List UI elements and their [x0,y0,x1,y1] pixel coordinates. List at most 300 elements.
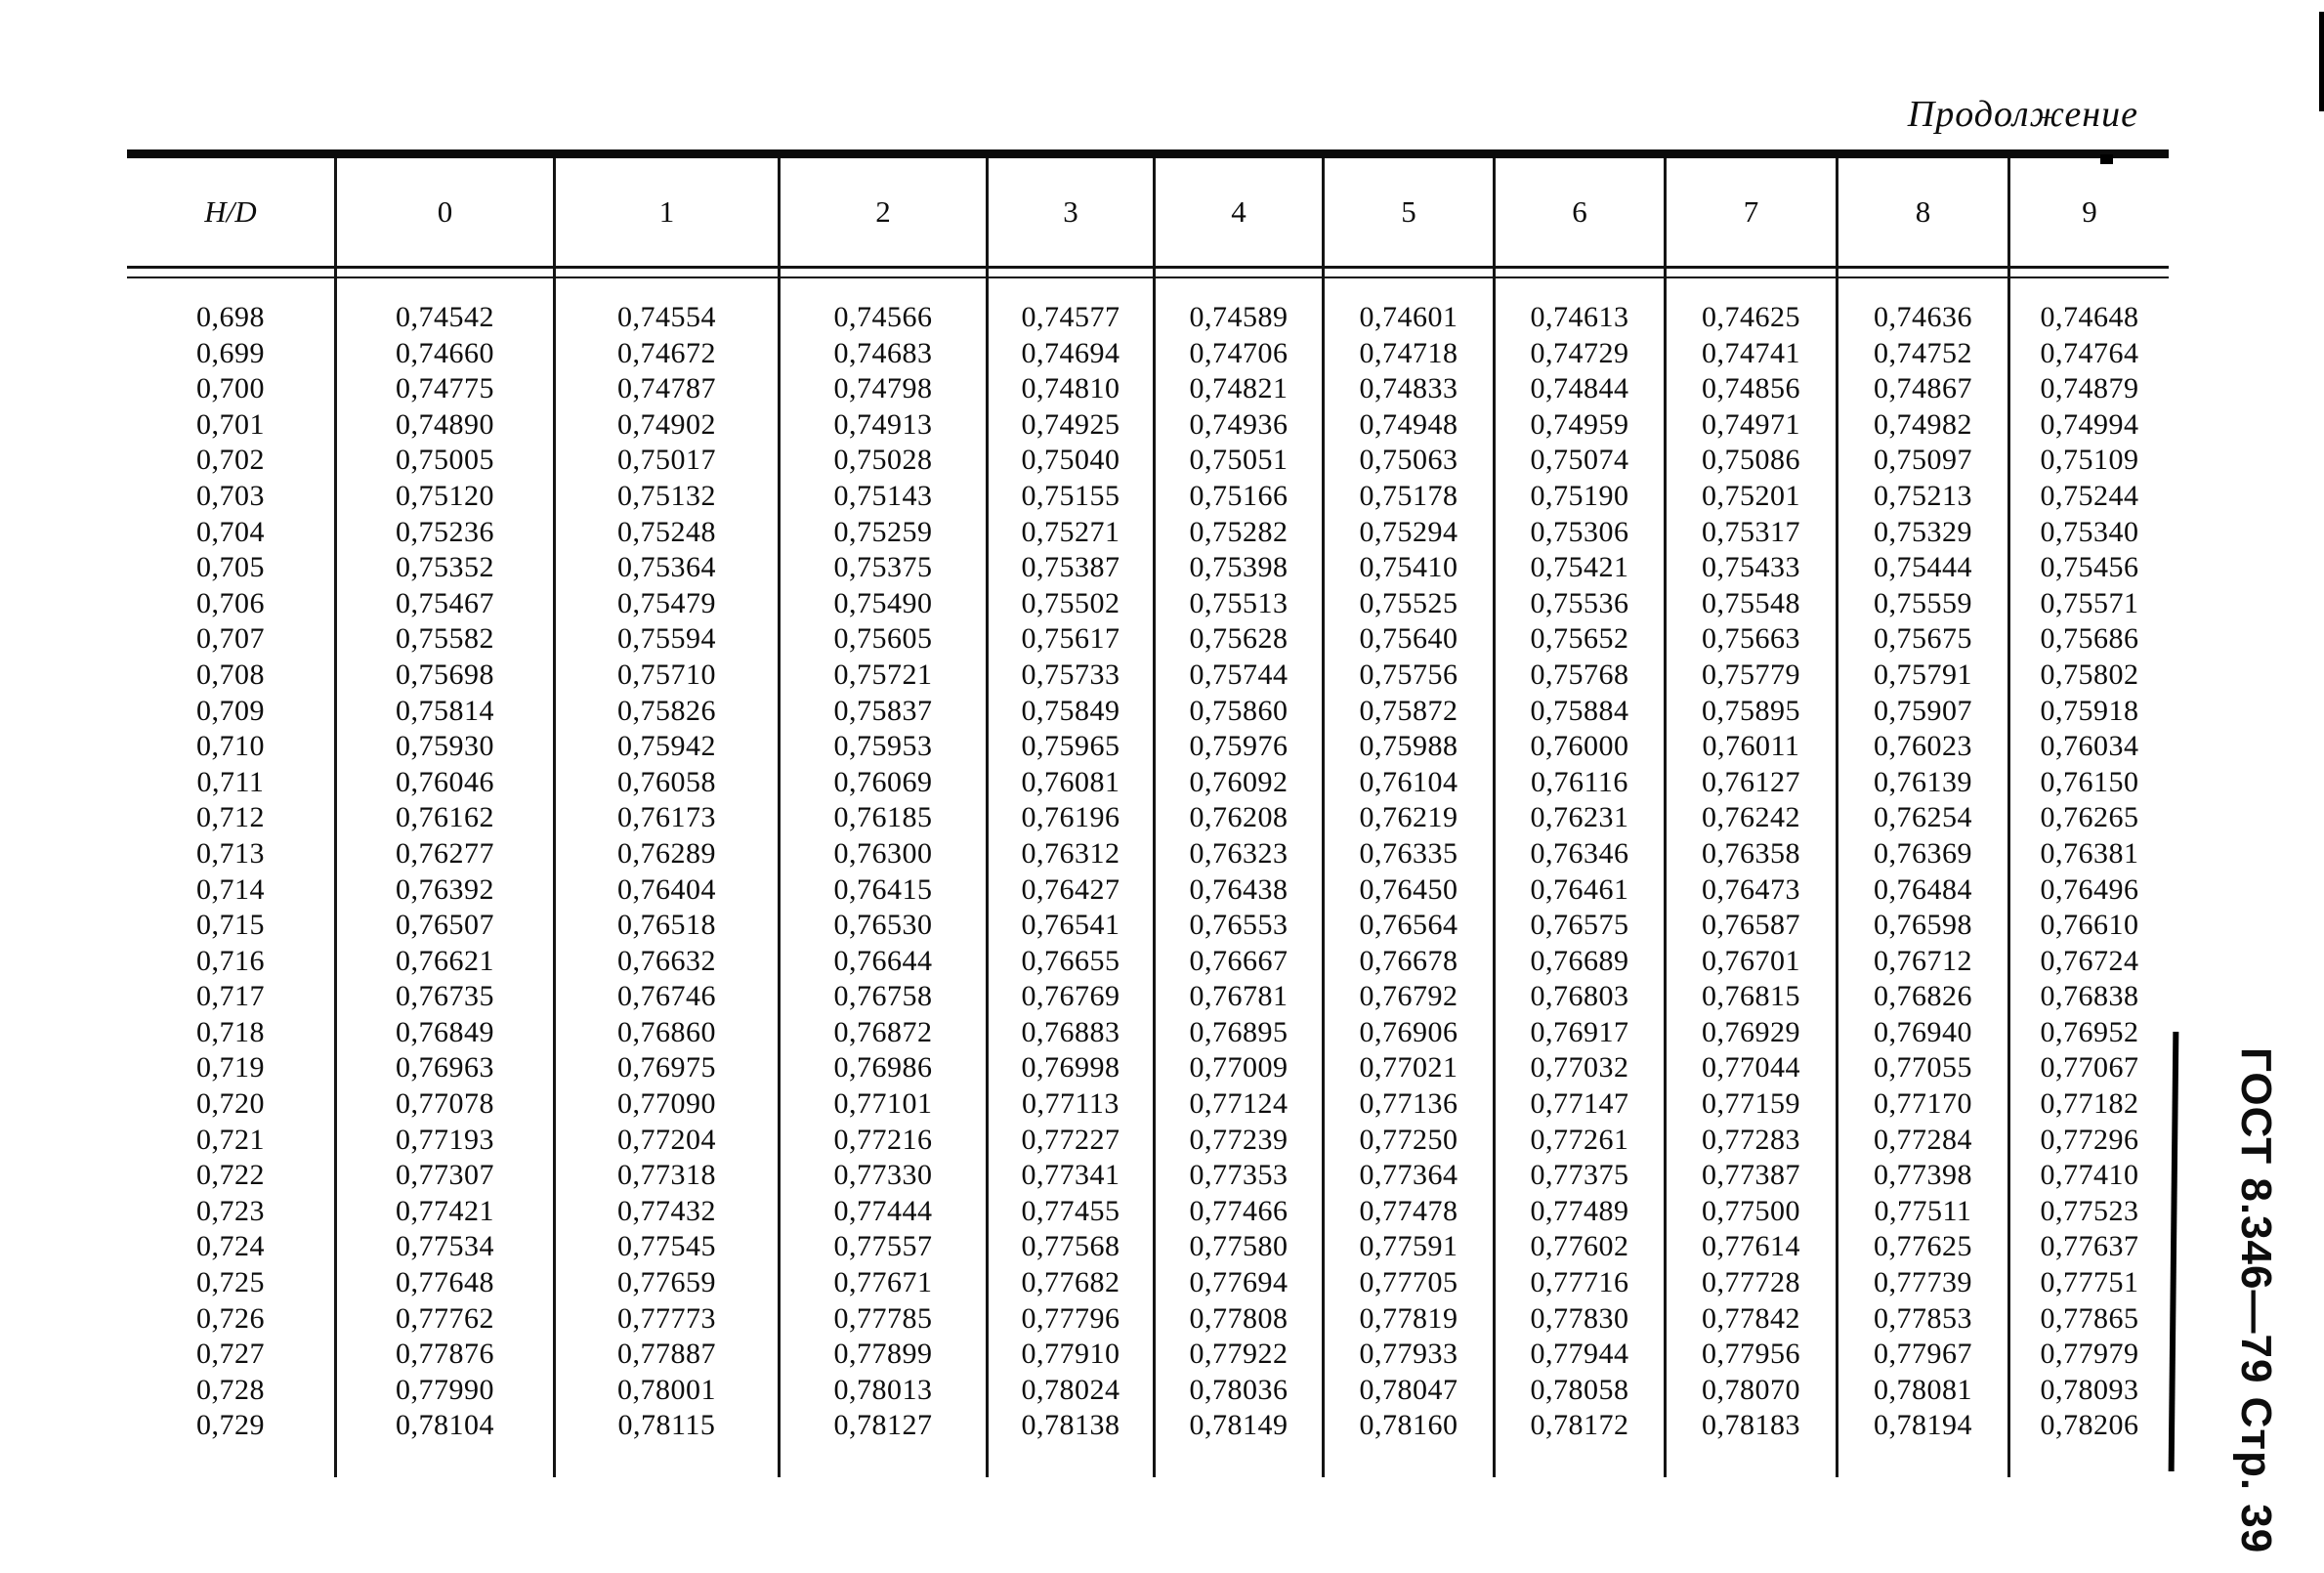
rule-cell [1495,1444,1666,1477]
row-label-hd: 0,707 [127,621,336,658]
table-cell: 0,76792 [1324,979,1495,1015]
table-cell: 0,77500 [1666,1194,1838,1230]
table-cell: 0,75525 [1324,586,1495,622]
table-cell: 0,75779 [1666,658,1838,694]
table-cell: 0,75628 [1155,621,1324,658]
table-cell: 0,78013 [780,1373,988,1409]
column-header: 4 [1155,154,1324,268]
table-cell: 0,76724 [2040,944,2139,977]
table-cell: 0,76860 [555,1015,780,1051]
table-cell: 0,77682 [988,1265,1155,1301]
row-label-hd: 0,729 [127,1408,336,1444]
table-cell: 0,78058 [1495,1373,1666,1409]
table-cell: 0,77227 [988,1123,1155,1159]
table-cell: 0,76011 [1666,729,1838,765]
table-cell: 0,77671 [780,1265,988,1301]
table-cell: 0,77990 [336,1373,555,1409]
sidebar-rule [2169,1032,2179,1471]
table-cell: 0,77341 [988,1158,1155,1194]
table-cell: 0,77170 [1838,1086,2009,1123]
table-cell: 0,77944 [1495,1337,1666,1373]
table-row [127,658,2169,694]
table-cell: 0,75375 [780,550,988,586]
table-row [127,1050,2169,1086]
table-cell: 0,74844 [1495,371,1666,407]
table-cell: 0,76208 [1155,800,1324,836]
table-cell: 0,75063 [1324,443,1495,479]
table-cell: 0,76975 [555,1050,780,1086]
table-cell: 0,77182 [2040,1087,2139,1121]
row-label-hd: 0,726 [127,1301,336,1338]
table-cell: 0,76139 [1838,765,2009,801]
table-cell: 0,77808 [1155,1301,1324,1338]
table-row [127,586,2169,622]
table-cell: 0,74683 [780,336,988,372]
table-cell: 0,77032 [1495,1050,1666,1086]
table-cell: 0,76358 [1666,836,1838,872]
column-header: 8 [1838,154,2009,268]
table-cell: 0,75086 [1666,443,1838,479]
table-cell: 0,77796 [988,1301,1155,1338]
table-cell: 0,75814 [336,694,555,730]
table-cell: 0,77261 [1495,1123,1666,1159]
rule-cell [780,268,988,278]
table-cell: 0,76254 [1838,800,2009,836]
table-cell: 0,75918 [2040,694,2139,727]
row-label-hd: 0,722 [127,1158,336,1194]
table-cell: 0,75559 [1838,586,2009,622]
table-cell: 0,78036 [1155,1373,1324,1409]
table-cell: 0,77455 [988,1194,1155,1230]
table-cell: 0,76265 [2040,801,2139,834]
table-cell: 0,76803 [1495,979,1666,1015]
table-cell: 0,76081 [988,765,1155,801]
table-cell: 0,75571 [2040,586,2139,619]
table-cell: 0,74787 [555,371,780,407]
table-row [127,1158,2169,1194]
rule-cell [1495,268,1666,278]
table-cell: 0,75166 [1155,479,1324,515]
rule-cell [1666,1444,1838,1477]
table-row [127,621,2169,658]
table-cell: 0,76632 [555,944,780,980]
table-cell: 0,75398 [1155,550,1324,586]
column-header: 9 [2009,154,2170,268]
table-cell: 0,77568 [988,1229,1155,1265]
table-cell: 0,77739 [1838,1265,2009,1301]
table-cell: 0,74982 [1838,407,2009,444]
table-cell: 0,74821 [1155,371,1324,407]
rule-cell [336,268,555,278]
column-header: 1 [555,154,780,268]
table-cell: 0,76461 [1495,872,1666,909]
table-cell: 0,77853 [1838,1301,2009,1338]
table-cell: 0,75132 [555,479,780,515]
table-cell: 0,74798 [780,371,988,407]
table-cell: 0,75410 [1324,550,1495,586]
table-row [127,1015,2169,1051]
table-row [127,765,2169,801]
table-cell: 0,77101 [780,1086,988,1123]
table-row [127,1373,2169,1409]
table-cell: 0,76838 [2040,980,2139,1013]
table-cell: 0,76104 [1324,765,1495,801]
table-cell: 0,76473 [1666,872,1838,909]
table-cell: 0,77466 [1155,1194,1324,1230]
table-row [127,1301,2169,1338]
table-cell: 0,76598 [1838,908,2009,944]
column-header: 3 [988,154,1155,268]
rule-cell [1838,277,2009,300]
table-cell: 0,75884 [1495,694,1666,730]
table-cell: 0,75213 [1838,479,2009,515]
table-cell: 0,77090 [555,1086,780,1123]
table-cell: 0,74959 [1495,407,1666,444]
table-cell: 0,75895 [1666,694,1838,730]
table-cell: 0,78115 [555,1408,780,1444]
rule-cell [1155,277,1324,300]
table-cell: 0,75907 [1838,694,2009,730]
table-cell: 0,77876 [336,1337,555,1373]
table-cell: 0,75444 [1838,550,2009,586]
table-cell: 0,76450 [1324,872,1495,909]
table-cell: 0,77204 [555,1123,780,1159]
table-cell: 0,76564 [1324,908,1495,944]
table-cell: 0,75317 [1666,515,1838,551]
table-cell: 0,77762 [336,1301,555,1338]
table-cell: 0,77830 [1495,1301,1666,1338]
table-cell: 0,76895 [1155,1015,1324,1051]
table-cell: 0,77444 [780,1194,988,1230]
table-cell: 0,75271 [988,515,1155,551]
table-cell: 0,76023 [1838,729,2009,765]
table-cell: 0,75040 [988,443,1155,479]
table-cell: 0,77489 [1495,1194,1666,1230]
table-cell: 0,75872 [1324,694,1495,730]
table-cell: 0,76553 [1155,908,1324,944]
row-label-hd: 0,725 [127,1265,336,1301]
table-cell: 0,74936 [1155,407,1324,444]
table-row [127,908,2169,944]
table-cell: 0,75028 [780,443,988,479]
rule-cell [555,1444,780,1477]
table-cell: 0,78138 [988,1408,1155,1444]
table-cell: 0,74542 [336,300,555,336]
table-cell: 0,76496 [2040,872,2139,906]
table-cell: 0,77193 [336,1123,555,1159]
table-cell: 0,78160 [1324,1408,1495,1444]
table-cell: 0,77216 [780,1123,988,1159]
table-cell: 0,75017 [555,443,780,479]
table-cell: 0,74672 [555,336,780,372]
table-cell: 0,77648 [336,1265,555,1301]
table-cell: 0,75074 [1495,443,1666,479]
table-cell: 0,75244 [2040,479,2139,512]
table-cell: 0,77956 [1666,1337,1838,1373]
table-cell: 0,76404 [555,872,780,909]
table-cell: 0,75306 [1495,515,1666,551]
table-cell: 0,76735 [336,979,555,1015]
table-cell: 0,75837 [780,694,988,730]
table-cell: 0,76575 [1495,908,1666,944]
table-cell: 0,77602 [1495,1229,1666,1265]
row-label-hd: 0,712 [127,800,336,836]
table-cell: 0,74764 [2040,336,2139,369]
table-cell: 0,77922 [1155,1337,1324,1373]
table-cell: 0,75802 [2040,658,2139,691]
table-cell: 0,77842 [1666,1301,1838,1338]
table-cell: 0,75756 [1324,658,1495,694]
table-cell: 0,76917 [1495,1015,1666,1051]
table-cell: 0,74554 [555,300,780,336]
table-cell: 0,75605 [780,621,988,658]
table-cell: 0,76644 [780,944,988,980]
table-cell: 0,77330 [780,1158,988,1194]
table-cell: 0,77967 [1838,1337,2009,1373]
table-cell: 0,75456 [2040,551,2139,584]
column-header-hd: H/D [127,154,336,268]
table-cell: 0,77728 [1666,1265,1838,1301]
table-row [127,479,2169,515]
table-cell: 0,76116 [1495,765,1666,801]
table-row [127,336,2169,372]
table-cell: 0,78001 [555,1373,780,1409]
table-cell: 0,76986 [780,1050,988,1086]
table-cell: 0,77523 [2040,1194,2139,1227]
table-cell: 0,78183 [1666,1408,1838,1444]
rule-cell [336,277,555,300]
table-cell: 0,76849 [336,1015,555,1051]
row-label-hd: 0,710 [127,729,336,765]
rule-cell [1324,268,1495,278]
table-cell: 0,77067 [2040,1051,2139,1084]
table-row [127,944,2169,980]
table-cell: 0,75536 [1495,586,1666,622]
table-cell: 0,78104 [336,1408,555,1444]
table-cell: 0,77545 [555,1229,780,1265]
rule-cell [1155,1444,1324,1477]
table-cell: 0,76701 [1666,944,1838,980]
table-cell: 0,74660 [336,336,555,372]
table-row [127,1123,2169,1159]
table-cell: 0,75663 [1666,621,1838,658]
table-cell: 0,74648 [2040,301,2139,333]
table-row [127,1229,2169,1265]
table-cell: 0,75791 [1838,658,2009,694]
table-cell: 0,74879 [2040,372,2139,405]
table-cell: 0,75768 [1495,658,1666,694]
table-row [127,1265,2169,1301]
table-cell: 0,74867 [1838,371,2009,407]
rule-cell [988,268,1155,278]
rule-cell [555,277,780,300]
table-cell: 0,76621 [336,944,555,980]
table-cell: 0,76242 [1666,800,1838,836]
table-cell: 0,74577 [988,300,1155,336]
table-cell: 0,77979 [2040,1338,2139,1371]
rule-cell [1666,277,1838,300]
table-row [127,371,2169,407]
table-cell: 0,77637 [2040,1230,2139,1263]
table-cell: 0,76655 [988,944,1155,980]
table-cell: 0,74729 [1495,336,1666,372]
header-row [127,154,2169,268]
scan-edge-artifact [2319,12,2324,111]
table-cell: 0,76746 [555,979,780,1015]
table-row [127,300,2169,336]
table-cell: 0,76127 [1666,765,1838,801]
table-cell: 0,78081 [1838,1373,2009,1409]
table-cell: 0,77694 [1155,1265,1324,1301]
table-cell: 0,78172 [1495,1408,1666,1444]
table-cell: 0,77478 [1324,1194,1495,1230]
table-cell: 0,77296 [2040,1123,2139,1156]
table-cell: 0,76058 [555,765,780,801]
table-cell: 0,77785 [780,1301,988,1338]
table-cell: 0,77887 [555,1337,780,1373]
rule-cell [2009,277,2170,300]
table-cell: 0,75686 [2040,622,2139,656]
table-cell: 0,76518 [555,908,780,944]
table-cell: 0,76346 [1495,836,1666,872]
table-cell: 0,74971 [1666,407,1838,444]
table-cell: 0,78093 [2040,1373,2139,1406]
table-cell: 0,77421 [336,1194,555,1230]
table-cell: 0,76173 [555,800,780,836]
table-cell: 0,74613 [1495,300,1666,336]
table-cell: 0,74948 [1324,407,1495,444]
table-cell: 0,74566 [780,300,988,336]
row-label-hd: 0,724 [127,1229,336,1265]
table-cell: 0,77614 [1666,1229,1838,1265]
table-cell: 0,77136 [1324,1086,1495,1123]
table-cell: 0,76815 [1666,979,1838,1015]
table-cell: 0,78070 [1666,1373,1838,1409]
table-cell: 0,76587 [1666,908,1838,944]
table-cell: 0,75340 [2040,515,2139,548]
rule-cell [127,268,336,278]
table-cell: 0,75849 [988,694,1155,730]
table-cell: 0,75421 [1495,550,1666,586]
table-cell: 0,75259 [780,515,988,551]
column-header: 6 [1495,154,1666,268]
table-cell: 0,76369 [1838,836,2009,872]
table-cell: 0,75051 [1155,443,1324,479]
table-cell: 0,77899 [780,1337,988,1373]
row-label-hd: 0,709 [127,694,336,730]
table-cell: 0,75594 [555,621,780,658]
row-label-hd: 0,704 [127,515,336,551]
table-cell: 0,75433 [1666,550,1838,586]
rule-cell [127,1444,336,1477]
table-cell: 0,77625 [1838,1229,2009,1265]
table-cell: 0,74625 [1666,300,1838,336]
table-cell: 0,76826 [1838,979,2009,1015]
table-cell: 0,75467 [336,586,555,622]
rule-cell [1155,268,1324,278]
table-cell: 0,76323 [1155,836,1324,872]
table-cell: 0,75942 [555,729,780,765]
table-cell: 0,76952 [2040,1015,2139,1048]
table-cell: 0,75860 [1155,694,1324,730]
table-cell: 0,76530 [780,908,988,944]
table-cell: 0,75721 [780,658,988,694]
table-body [127,300,2169,1477]
table-cell: 0,75582 [336,621,555,658]
rule-cell [2009,268,2170,278]
table-cell: 0,75190 [1495,479,1666,515]
table-cell: 0,76415 [780,872,988,909]
table-cell: 0,75005 [336,443,555,479]
table-cell: 0,74925 [988,407,1155,444]
table-cell: 0,74913 [780,407,988,444]
table-cell: 0,76484 [1838,872,2009,909]
table-cell: 0,75930 [336,729,555,765]
table-cell: 0,77239 [1155,1123,1324,1159]
table-cell: 0,77910 [988,1337,1155,1373]
column-header: 5 [1324,154,1495,268]
table-cell: 0,74810 [988,371,1155,407]
table-cell: 0,76381 [2040,836,2139,870]
table-cell: 0,76185 [780,800,988,836]
table-cell: 0,77716 [1495,1265,1666,1301]
table-cell: 0,76712 [1838,944,2009,980]
table-cell: 0,74694 [988,336,1155,372]
header-double-rule [127,268,2169,278]
table-cell: 0,76219 [1324,800,1495,836]
row-label-hd: 0,708 [127,658,336,694]
table-cell: 0,75502 [988,586,1155,622]
table-cell: 0,77159 [1666,1086,1838,1123]
table-cell: 0,76507 [336,908,555,944]
table-cell: 0,77021 [1324,1050,1495,1086]
table-cell: 0,75617 [988,621,1155,658]
row-label-hd: 0,723 [127,1194,336,1230]
table-cell: 0,77044 [1666,1050,1838,1086]
table-cell: 0,78206 [2040,1409,2139,1442]
gost-page-label: ГОСТ 8.346—79 Стр. 39 [2232,1047,2280,1554]
column-header: 0 [336,154,555,268]
table-cell: 0,74890 [336,407,555,444]
table-row [127,407,2169,444]
table-cell: 0,75479 [555,586,780,622]
table-cell: 0,75490 [780,586,988,622]
table-row [127,836,2169,872]
table-cell: 0,75513 [1155,586,1324,622]
rule-cell [1324,1444,1495,1477]
table-cell: 0,78047 [1324,1373,1495,1409]
row-label-hd: 0,703 [127,479,336,515]
table-row [127,1086,2169,1123]
table-cell: 0,76883 [988,1015,1155,1051]
table-row [127,1337,2169,1373]
table-cell: 0,77751 [2040,1266,2139,1299]
table-cell: 0,75155 [988,479,1155,515]
table-cell: 0,75364 [555,550,780,586]
table-cell: 0,76069 [780,765,988,801]
table-cell: 0,75097 [1838,443,2009,479]
table-cell: 0,76998 [988,1050,1155,1086]
table-row [127,872,2169,909]
row-label-hd: 0,727 [127,1337,336,1373]
table-cell: 0,76769 [988,979,1155,1015]
table-cell: 0,76541 [988,908,1155,944]
table-cell: 0,78127 [780,1408,988,1444]
table-cell: 0,75675 [1838,621,2009,658]
table-cell: 0,74856 [1666,371,1838,407]
table-cell: 0,76929 [1666,1015,1838,1051]
table-cell: 0,75640 [1324,621,1495,658]
